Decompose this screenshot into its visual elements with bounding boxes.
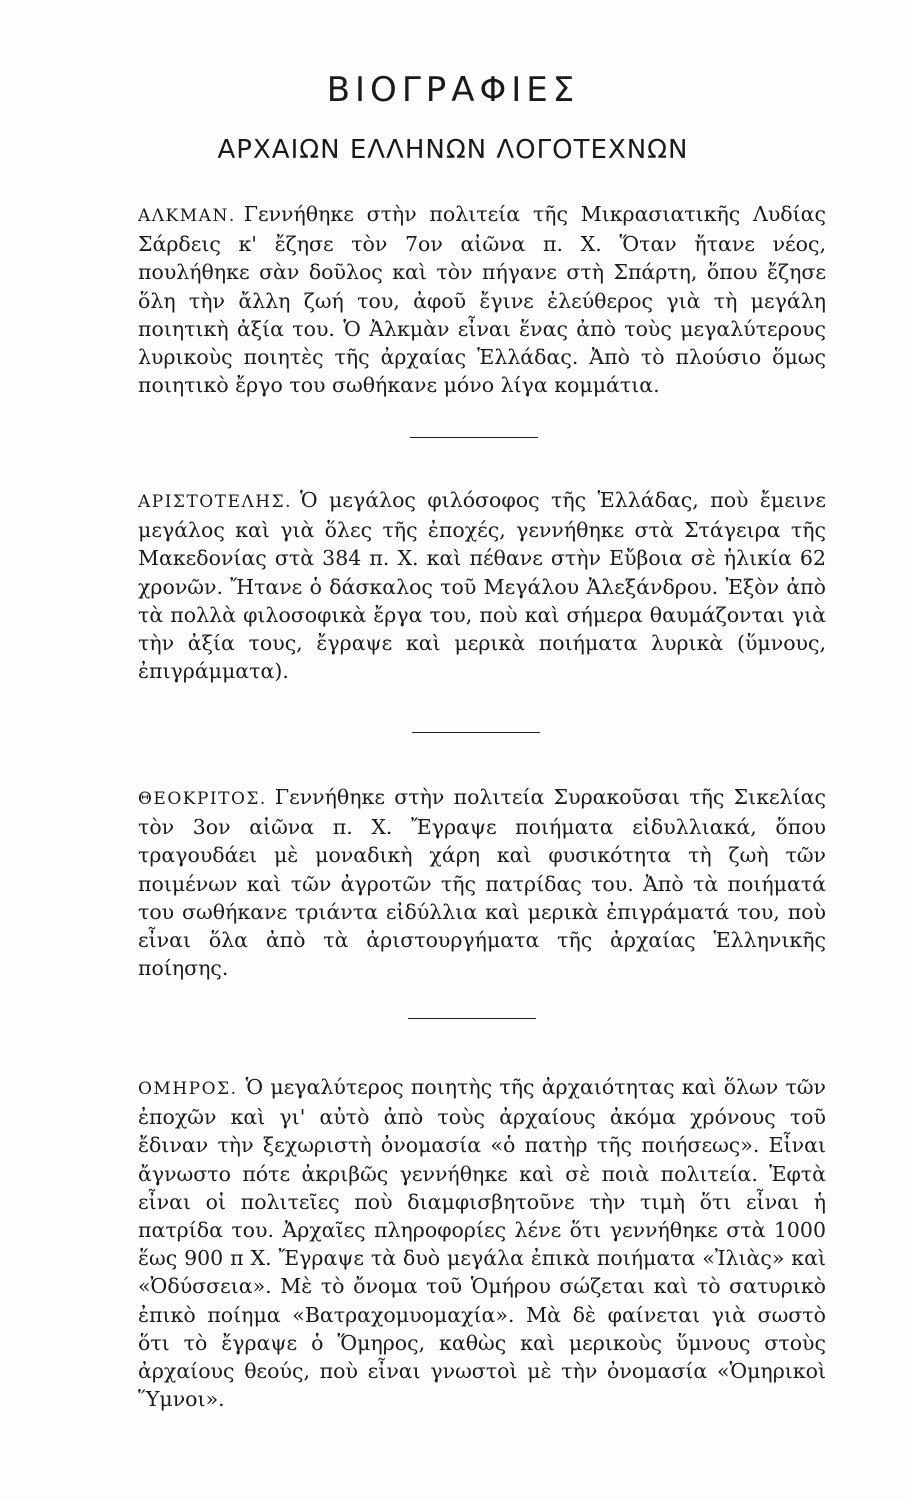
biography-text: Ὁ μεγάλος φιλόσοφος τῆς Ἑλλάδας, ποὺ ἔμεινε μεγάλος καὶ γιὰ ὅλες τῆς ἐποχές, γεννήθηκε στὰ Στάγειρα τῆς Μακεδονίας στὰ 384 π. Χ. καὶ πέθανε στὴν Εὔβοια σὲ ἡλικία 62 χρονῶν. Ἤτανε ὁ δάσκαλος τοῦ Μεγάλου Ἀλεξάνδρου. Ἐξὸν ἀπὸ τὰ πολλὰ φιλοσοφικὰ ἔργα του, ποὺ καὶ σήμερα θαυμάζονται γιὰ τὴν ἀξία τους, ἔγραψε καὶ μερικὰ ποιήματα λυρικὰ (ὕμνους, ἐπιγράμματα).: [138, 488, 826, 684]
biography-aristotle: [138, 486, 826, 685]
biography-theocritus: [138, 783, 826, 982]
page-title: ΒΙΟΓΡΑΦΙΕΣ: [326, 70, 580, 110]
section-divider: [410, 437, 538, 438]
biography-name: ΑΛΚΜΑΝ.: [138, 206, 236, 226]
biography-homer: [138, 1073, 826, 1413]
biography-text: Ὁ μεγαλύτερος ποιητὴς τῆς ἀρχαιότητας καὶ ὅλων τῶν ἐποχῶν καὶ γι' αὐτὸ ἀπὸ τοὺς ἀρχαίους ἀκόμα χρόνους τοῦ ἔδιναν τὴν ξεχωριστὴ ὀνομασία «ὁ πατὴρ τῆς ποιήσεως». Εἶναι ἄγνωστο πότε ἀκριβῶς γεννήθηκε καὶ σὲ ποιὰ πολιτεία. Ἑφτὰ εἶναι οἱ πολιτεῖες ποὺ διαμφισβητοῦνε τὴν τιμὴ ὅτι εἶναι ἡ πατρίδα του. Ἀρχαῖες πληροφορίες λένε ὅτι γεννήθηκε στὰ 1000 ἕως 900 π Χ. Ἔγραψε τὰ δυὸ μεγάλα ἐπικὰ ποιήματα «Ἰλιὰς» καὶ «Ὀδύσσεια». Μὲ τὸ ὄνομα τοῦ Ὁμήρου σώζεται καὶ τὸ σατυρικὸ ἐπικὸ ποίημα «Βατραχομυομαχία». Μὰ δὲ φαίνεται γιὰ σωστὸ ὅτι τὸ ἔγραψε ὁ Ὅμηρος, καθὼς καὶ μερικοὺς ὕμνους στοὺς ἀρχαίους θεούς, ποὺ εἶναι γνωστοὶ μὲ τὴν ὀνομασία «Ὁμηρικοὶ Ὕμνοι».: [138, 1075, 826, 1412]
biography-text: Γεννήθηκε στὴν πολιτεία τῆς Μικρασιατικῆς Λυδίας Σάρδεις κ' ἔζησε τὸν 7ον αἰῶνα π. Χ. Ὅταν ἤτανε νέος, πουλήθηκε σὰν δοῦλος καὶ τὸν πήγανε στὴ Σπάρτη, ὅπου ἔζησε ὅλη τὴν ἄλλη ζωή του, ἀφοῦ ἔγινε ἐλεύθερος γιὰ τὴ μεγάλη ποιητικὴ ἀξία του. Ὁ Ἀλκμὰν εἶναι ἕνας ἀπὸ τοὺς μεγαλύτερους λυρικοὺς ποιητὲς τῆς ἀρχαίας Ἑλλάδας. Ἀπὸ τὸ πλούσιο ὅμως ποιητικὸ ἔργο του σωθήκανε μόνο λίγα κομμάτια.: [138, 202, 826, 398]
biography-alkman: [138, 200, 826, 399]
biography-name: ΑΡΙΣΤΟΤΕΛΗΣ.: [138, 492, 292, 512]
page-subtitle: ΑΡΧΑΙΩΝ ΕΛΛΗΝΩΝ ΛΟΓΟΤΕΧΝΩΝ: [217, 135, 689, 165]
biography-text: Γεννήθηκε στὴν πολιτεία Συρακοῦσαι τῆς Σικελίας τὸν 3ον αἰῶνα π. Χ. Ἔγραψε ποιήματα εἰδυλλιακά, ὅπου τραγουδάει μὲ μοναδικὴ χάρη καὶ φυσικότητα τὴ ζωὴ τῶν ποιμένων καὶ τῶν ἀγροτῶν τῆς πατρίδας του. Ἀπὸ τὰ ποιήματά του σωθήκανε τριάντα εἰδύλλια καὶ μερικὰ ἐπιγράματά του, ποὺ εἶναι ὅλα ἀπὸ τὰ ἀριστουργήματα τῆς ἀρχαίας Ἑλληνικῆς ποίησης.: [138, 785, 826, 981]
section-divider: [412, 732, 540, 733]
section-divider: [408, 1018, 536, 1019]
biography-name: ΟΜΗΡΟΣ.: [138, 1079, 238, 1099]
biography-name: ΘΕΟΚΡΙΤΟΣ.: [138, 789, 267, 809]
